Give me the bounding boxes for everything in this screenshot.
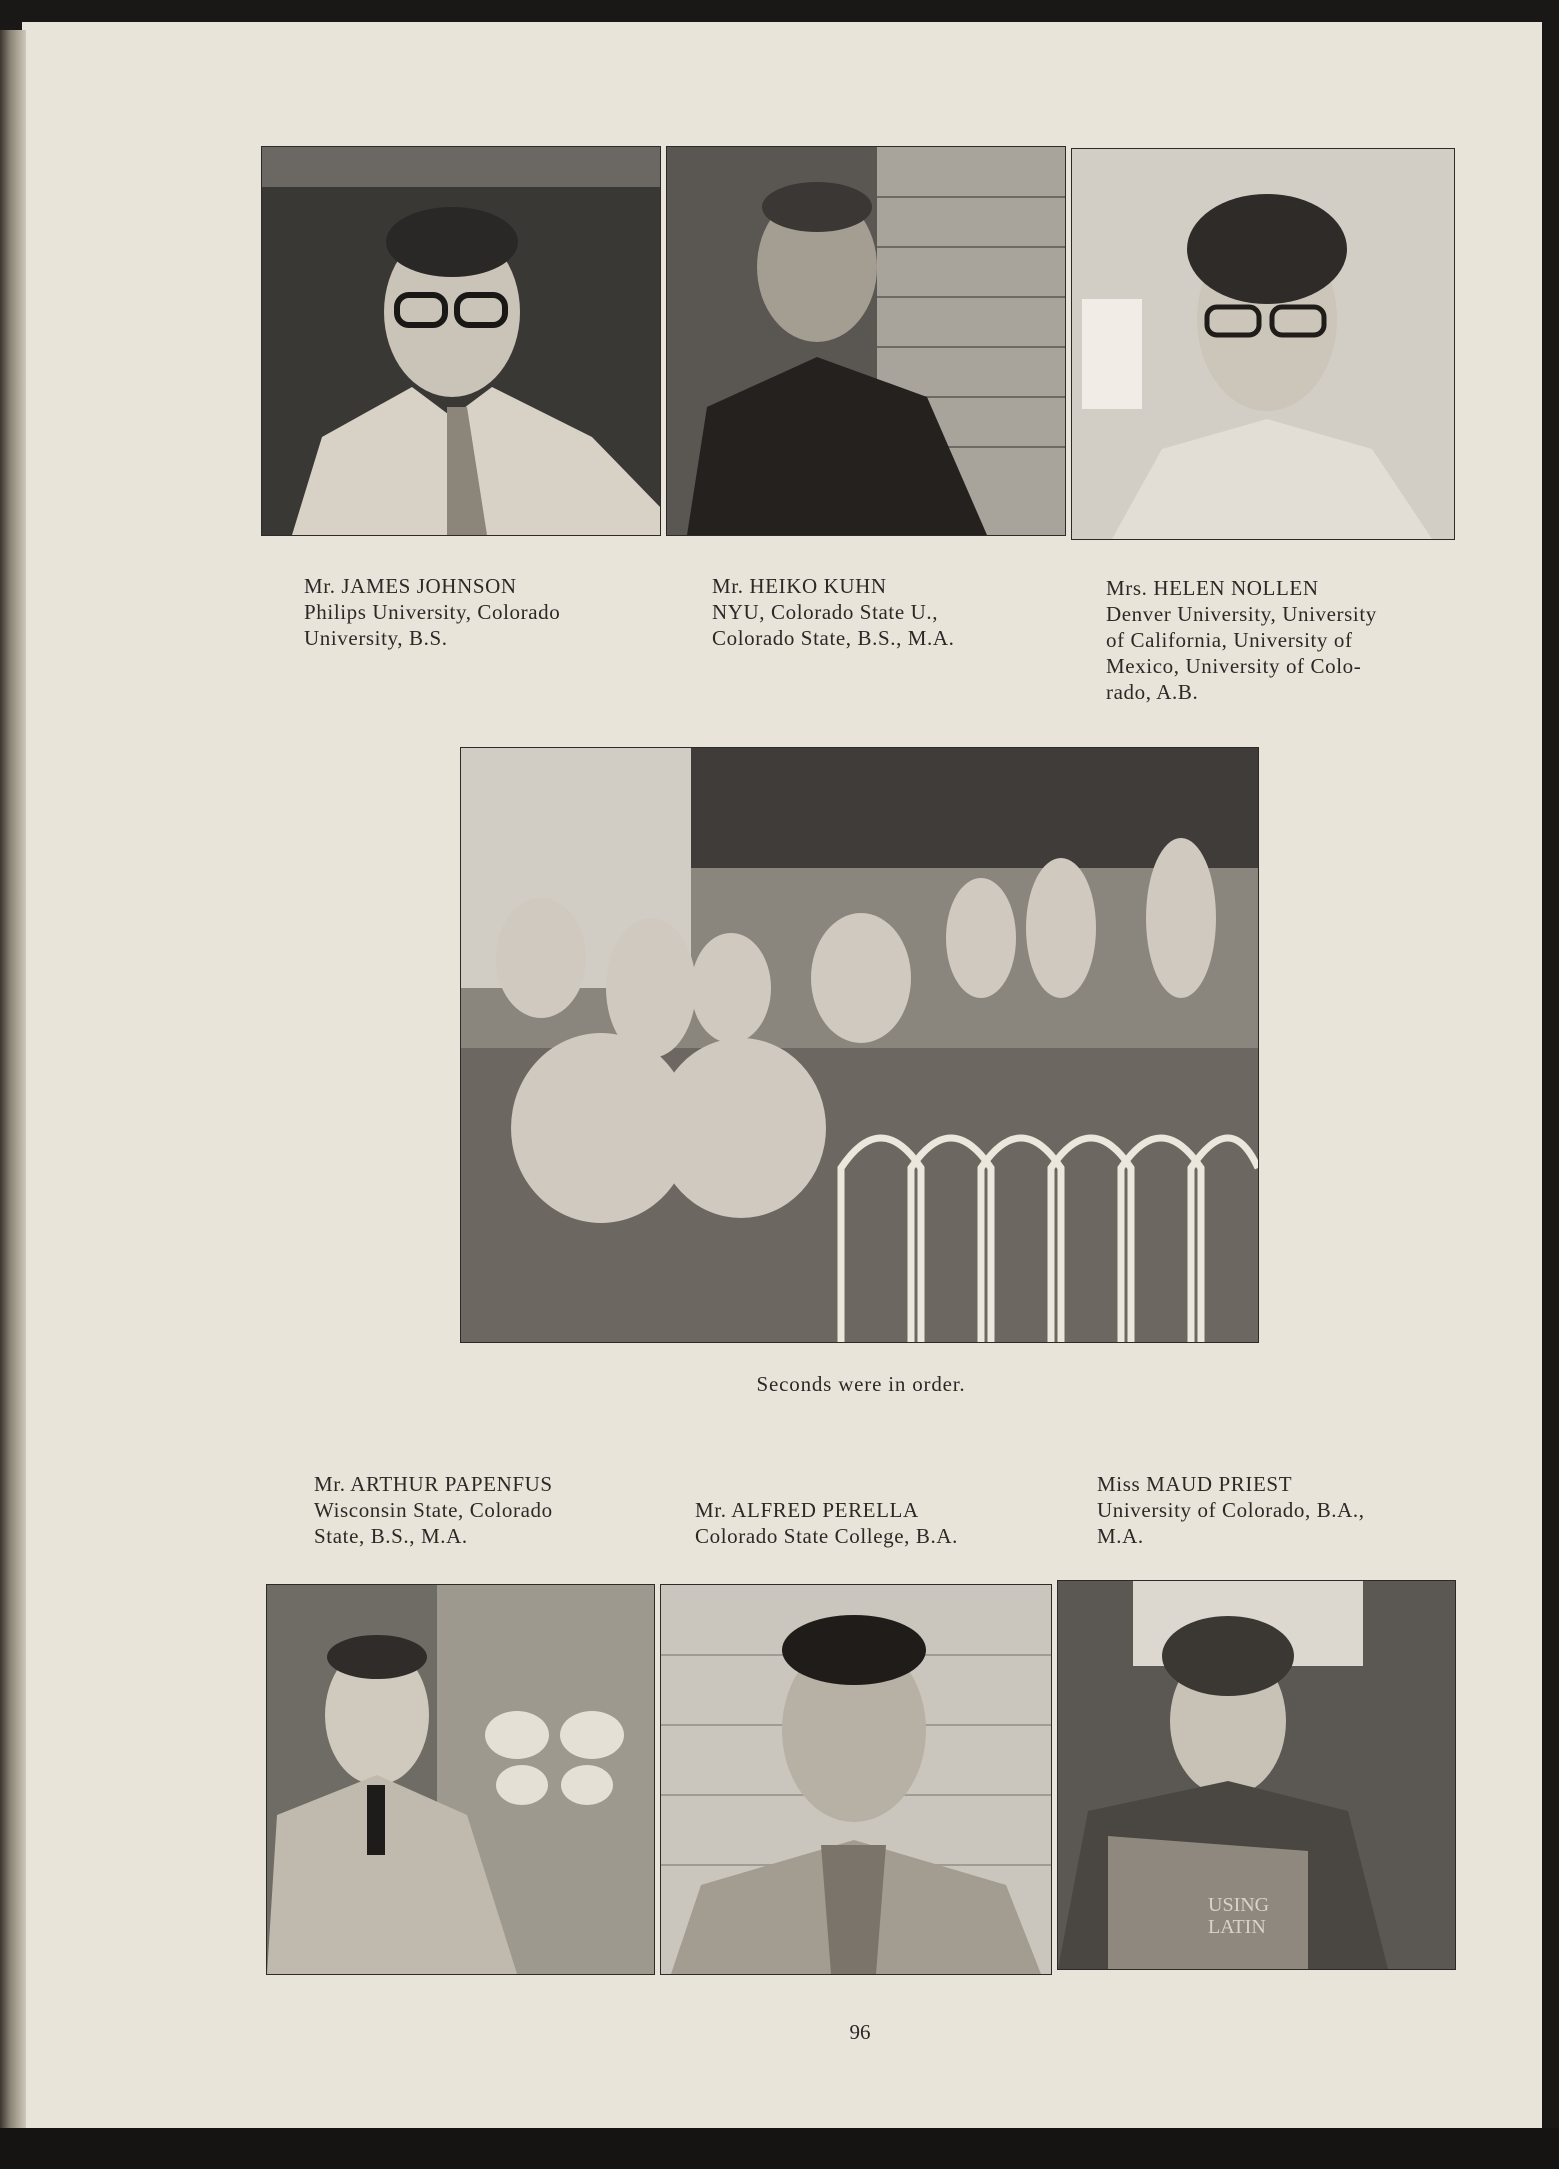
- faculty-name: Mrs. HELEN NOLLEN: [1106, 576, 1319, 600]
- faculty-education-line: State, B.S., M.A.: [314, 1524, 468, 1548]
- faculty-education-line: Colorado State, B.S., M.A.: [712, 626, 955, 650]
- group-photo-picnic: [460, 747, 1259, 1343]
- faculty-education-line: Philips University, Colorado: [304, 600, 561, 624]
- faculty-education-line: Colorado State College, B.A.: [695, 1524, 958, 1548]
- faculty-education-line: rado, A.B.: [1106, 680, 1199, 704]
- faculty-education-line: Denver University, University: [1106, 602, 1377, 626]
- faculty-education-line: NYU, Colorado State U.,: [712, 600, 939, 624]
- page-number: 96: [849, 2020, 871, 2044]
- book-cover-text-line: LATIN: [1208, 1916, 1266, 1938]
- faculty-name: Mr. HEIKO KUHN: [712, 574, 887, 598]
- faculty-education-line: Wisconsin State, Colorado: [314, 1498, 553, 1522]
- faculty-education-line: University of Colorado, B.A.,: [1097, 1498, 1365, 1522]
- group-photo-caption: Seconds were in order.: [756, 1372, 966, 1396]
- caption-johnson: [304, 573, 644, 651]
- book-cover-text-line: USING: [1208, 1894, 1270, 1916]
- caption-nollen: [1106, 575, 1466, 705]
- portrait-photo-nollen: [1071, 148, 1455, 540]
- portrait-photo-johnson: [261, 146, 661, 536]
- faculty-name: Mr. ARTHUR PAPENFUS: [314, 1472, 553, 1496]
- portrait-photo-papenfus: [266, 1584, 655, 1975]
- faculty-name: Mr. ALFRED PERELLA: [695, 1498, 919, 1522]
- faculty-education-line: University, B.S.: [304, 626, 448, 650]
- portrait-photo-kuhn: [666, 146, 1066, 536]
- caption-priest: [1097, 1471, 1457, 1549]
- faculty-name: Miss MAUD PRIEST: [1097, 1472, 1293, 1496]
- portrait-photo-perella: [660, 1584, 1052, 1975]
- caption-kuhn: [712, 573, 1052, 651]
- scan-bottom-edge: [0, 2128, 1559, 2169]
- faculty-name: Mr. JAMES JOHNSON: [304, 574, 517, 598]
- faculty-education-line: Mexico, University of Colo-: [1106, 654, 1362, 678]
- faculty-education-line: of California, University of: [1106, 628, 1353, 652]
- caption-perella: [695, 1497, 1035, 1549]
- faculty-education-line: M.A.: [1097, 1524, 1144, 1548]
- page-binding-edge: [0, 30, 26, 2140]
- caption-papenfus: [314, 1471, 654, 1549]
- portrait-photo-priest: [1057, 1580, 1456, 1970]
